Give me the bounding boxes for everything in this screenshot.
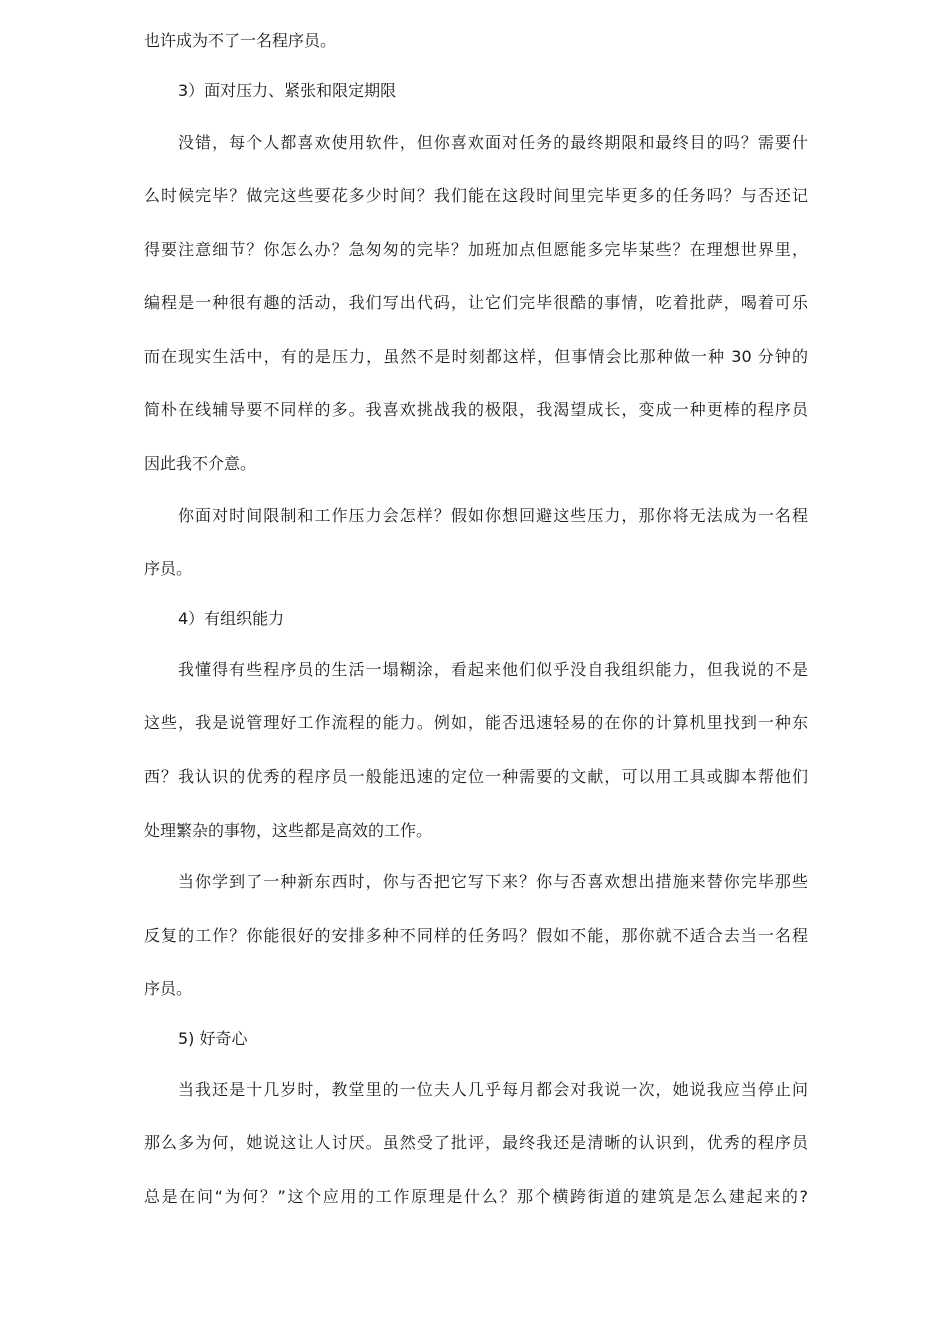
paragraph-line: 编程是一种很有趣的活动，我们写出代码，让它们完毕很酷的事情，吃着批萨，喝着可乐 <box>144 293 808 312</box>
paragraph-line: 也许成为不了一名程序员。 <box>144 31 337 50</box>
paragraph-line: 总是在问“为何？”这个应用的工作原理是什么？那个横跨街道的建筑是怎么建起来的? <box>144 1187 808 1206</box>
section-heading: 5) 好奇心 <box>178 1029 248 1048</box>
paragraph-line: 序员。 <box>144 559 193 578</box>
paragraph-line: 当你学到了一种新东西时，你与否把它写下来？你与否喜欢想出措施来替你完毕那些 <box>178 872 808 891</box>
paragraph-line: 得要注意细节？你怎么办？急匆匆的完毕？加班加点但愿能多完毕某些？在理想世界里， <box>144 240 808 259</box>
paragraph-line: 反复的工作？你能很好的安排多种不同样的任务吗？假如不能，那你就不适合去当一名程 <box>144 926 808 945</box>
paragraph-line: 当我还是十几岁时，教堂里的一位夫人几乎每月都会对我说一次，她说我应当停止问 <box>178 1080 808 1099</box>
paragraph-line: 么时候完毕？做完这些要花多少时间？我们能在这段时间里完毕更多的任务吗？与否还记 <box>144 186 808 205</box>
paragraph-line: 这些，我是说管理好工作流程的能力。例如，能否迅速轻易的在你的计算机里找到一种东 <box>144 713 808 732</box>
paragraph-line: 没错，每个人都喜欢使用软件，但你喜欢面对任务的最终期限和最终目的吗？需要什 <box>178 133 808 152</box>
paragraph-line: 而在现实生活中，有的是压力，虽然不是时刻都这样，但事情会比那种做一种 30 分钟的 <box>144 347 808 366</box>
paragraph-line: 我懂得有些程序员的生活一塌糊涂，看起来他们似乎没自我组织能力，但我说的不是 <box>178 660 808 679</box>
paragraph-line: 那么多为何，她说这让人讨厌。虽然受了批评，最终我还是清晰的认识到，优秀的程序员 <box>144 1133 808 1152</box>
paragraph-line: 简朴在线辅导要不同样的多。我喜欢挑战我的极限，我渴望成长，变成一种更棒的程序员 <box>144 400 808 419</box>
paragraph-line: 处理繁杂的事物，这些都是高效的工作。 <box>144 821 433 840</box>
paragraph-line: 你面对时间限制和工作压力会怎样？假如你想回避这些压力，那你将无法成为一名程 <box>178 506 808 525</box>
paragraph-line: 序员。 <box>144 979 193 998</box>
paragraph-line: 因此我不介意。 <box>144 454 257 473</box>
section-heading: 4）有组织能力 <box>178 609 285 628</box>
section-heading: 3）面对压力、紧张和限定期限 <box>178 81 397 100</box>
paragraph-line: 西？我认识的优秀的程序员一般能迅速的定位一种需要的文献，可以用工具或脚本帮他们 <box>144 767 808 786</box>
